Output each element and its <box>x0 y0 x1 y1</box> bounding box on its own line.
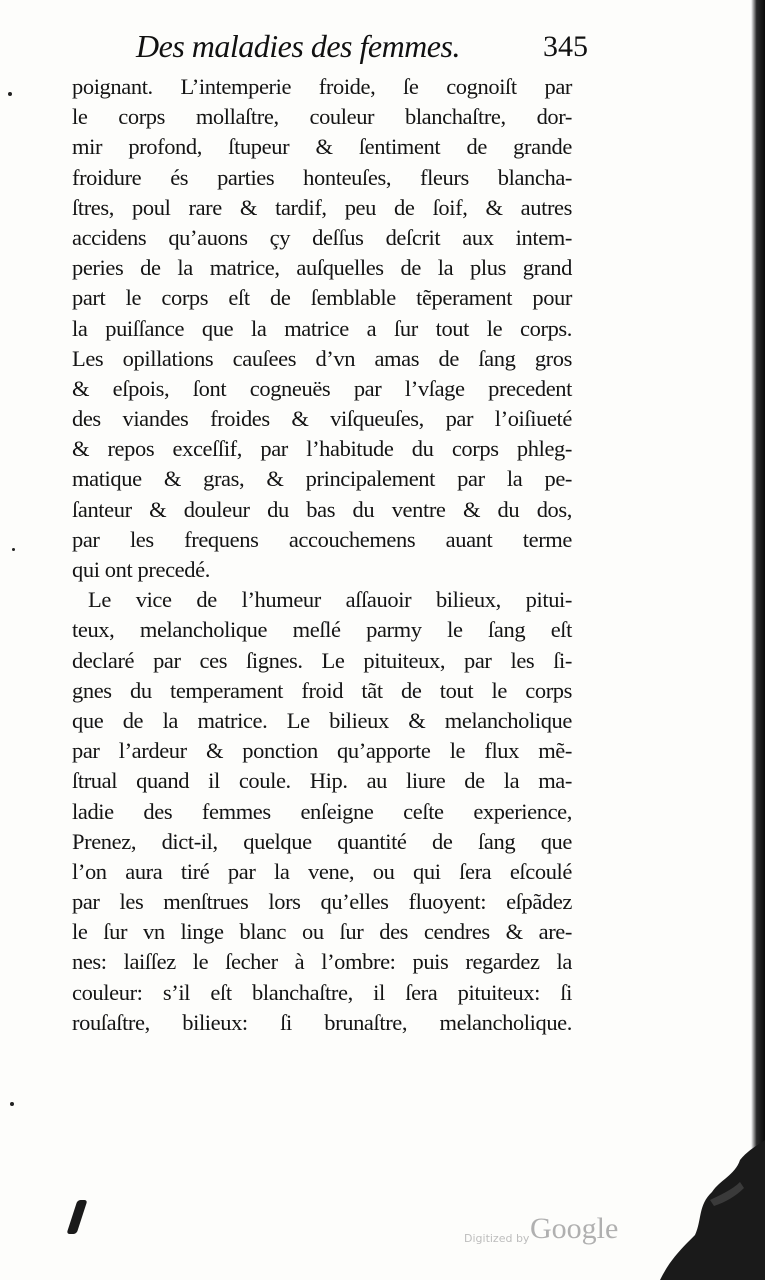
text-line: part le corps eſt de ſemblable tẽperament pour <box>72 285 572 311</box>
text-line: & repos exceſſif, par l’habitude du corps phleg- <box>72 436 572 462</box>
text-line: accidens qu’auons çy deſſus deſcrit aux intem- <box>72 224 572 250</box>
text-line: peries de la matrice, auſquelles de la plus grand <box>72 255 572 281</box>
text-line: par l’ardeur & ponction qu’apporte le flux mẽ- <box>72 738 572 764</box>
text-line: Les opillations cauſees d’vn amas de ſang gros <box>72 345 572 371</box>
ink-stroke-mark <box>66 1200 87 1234</box>
text-line: & eſpois, ſont cogneuës par l’vſage precedent <box>72 375 572 401</box>
text-line: Prenez, dict-il, quelque quantité de ſang que <box>72 828 572 854</box>
text-line: declaré par ces ſignes. Le pituiteux, par les ſi- <box>72 647 572 673</box>
text-line: ſtrual quand il coule. Hip. au liure de la ma- <box>72 768 572 794</box>
ink-speck <box>8 92 12 96</box>
watermark-prefix: Digitized by <box>464 1232 530 1245</box>
torn-corner-shadow <box>640 1140 765 1280</box>
text-line: teux, melancholique meſlé parmy le ſang eſt <box>72 617 572 643</box>
google-watermark <box>464 1212 634 1252</box>
page-edge-shadow <box>751 0 765 1280</box>
text-line: ſtres, poul rare & tardif, peu de ſoif, & autres <box>72 194 572 220</box>
text-line: l’on aura tiré par la vene, ou qui ſera eſcoulé <box>72 858 572 884</box>
text-line: la puiſſance que la matrice a ſur tout le corps. <box>72 315 572 341</box>
running-header <box>118 28 588 72</box>
text-line: que de la matrice. Le bilieux & melancholique <box>72 707 572 733</box>
text-line: matique & gras, & principalement par la pe- <box>72 466 572 492</box>
text-line: poignant. L’intemperie froide, ſe cognoiſt par <box>72 74 572 99</box>
page-number: 345 <box>543 30 588 63</box>
text-line: mir profond, ſtupeur & ſentiment de grande <box>72 134 572 160</box>
watermark-brand: Google <box>530 1212 619 1245</box>
text-line: par les frequens accouchemens auant terme <box>72 526 572 552</box>
text-line: nes: laiſſez le ſecher à l’ombre: puis regardez la <box>72 949 572 975</box>
text-line: ladie des femmes enſeigne ceſte experience, <box>72 798 572 824</box>
text-line: ſanteur & douleur du bas du ventre & du dos, <box>72 496 572 522</box>
text-line: rouſaſtre, bilieux: ſi brunaſtre, melancholique. <box>72 1009 572 1035</box>
text-line: qui ont precedé. <box>72 557 210 582</box>
text-line: gnes du temperament froid tãt de tout le corps <box>72 677 572 703</box>
ink-speck <box>10 1102 14 1106</box>
text-line: le corps mollaſtre, couleur blanchaſtre, dor- <box>72 104 572 130</box>
text-line: froidure és parties honteuſes, fleurs blancha- <box>72 164 572 190</box>
ink-speck <box>12 548 15 551</box>
running-title: Des maladies des femmes. <box>136 28 460 64</box>
text-line: le ſur vn linge blanc ou ſur des cendres & are- <box>72 919 572 945</box>
text-line: couleur: s’il eſt blanchaſtre, il ſera pituiteux: ſi <box>72 979 572 1005</box>
text-line: Le vice de l’humeur aſſauoir bilieux, pitui- <box>88 587 572 613</box>
text-line: des viandes froides & viſqueuſes, par l’oiſiueté <box>72 406 572 432</box>
text-line: par les menſtrues lors qu’elles fluoyent: eſpãdez <box>72 889 572 915</box>
body-text <box>72 72 572 1038</box>
